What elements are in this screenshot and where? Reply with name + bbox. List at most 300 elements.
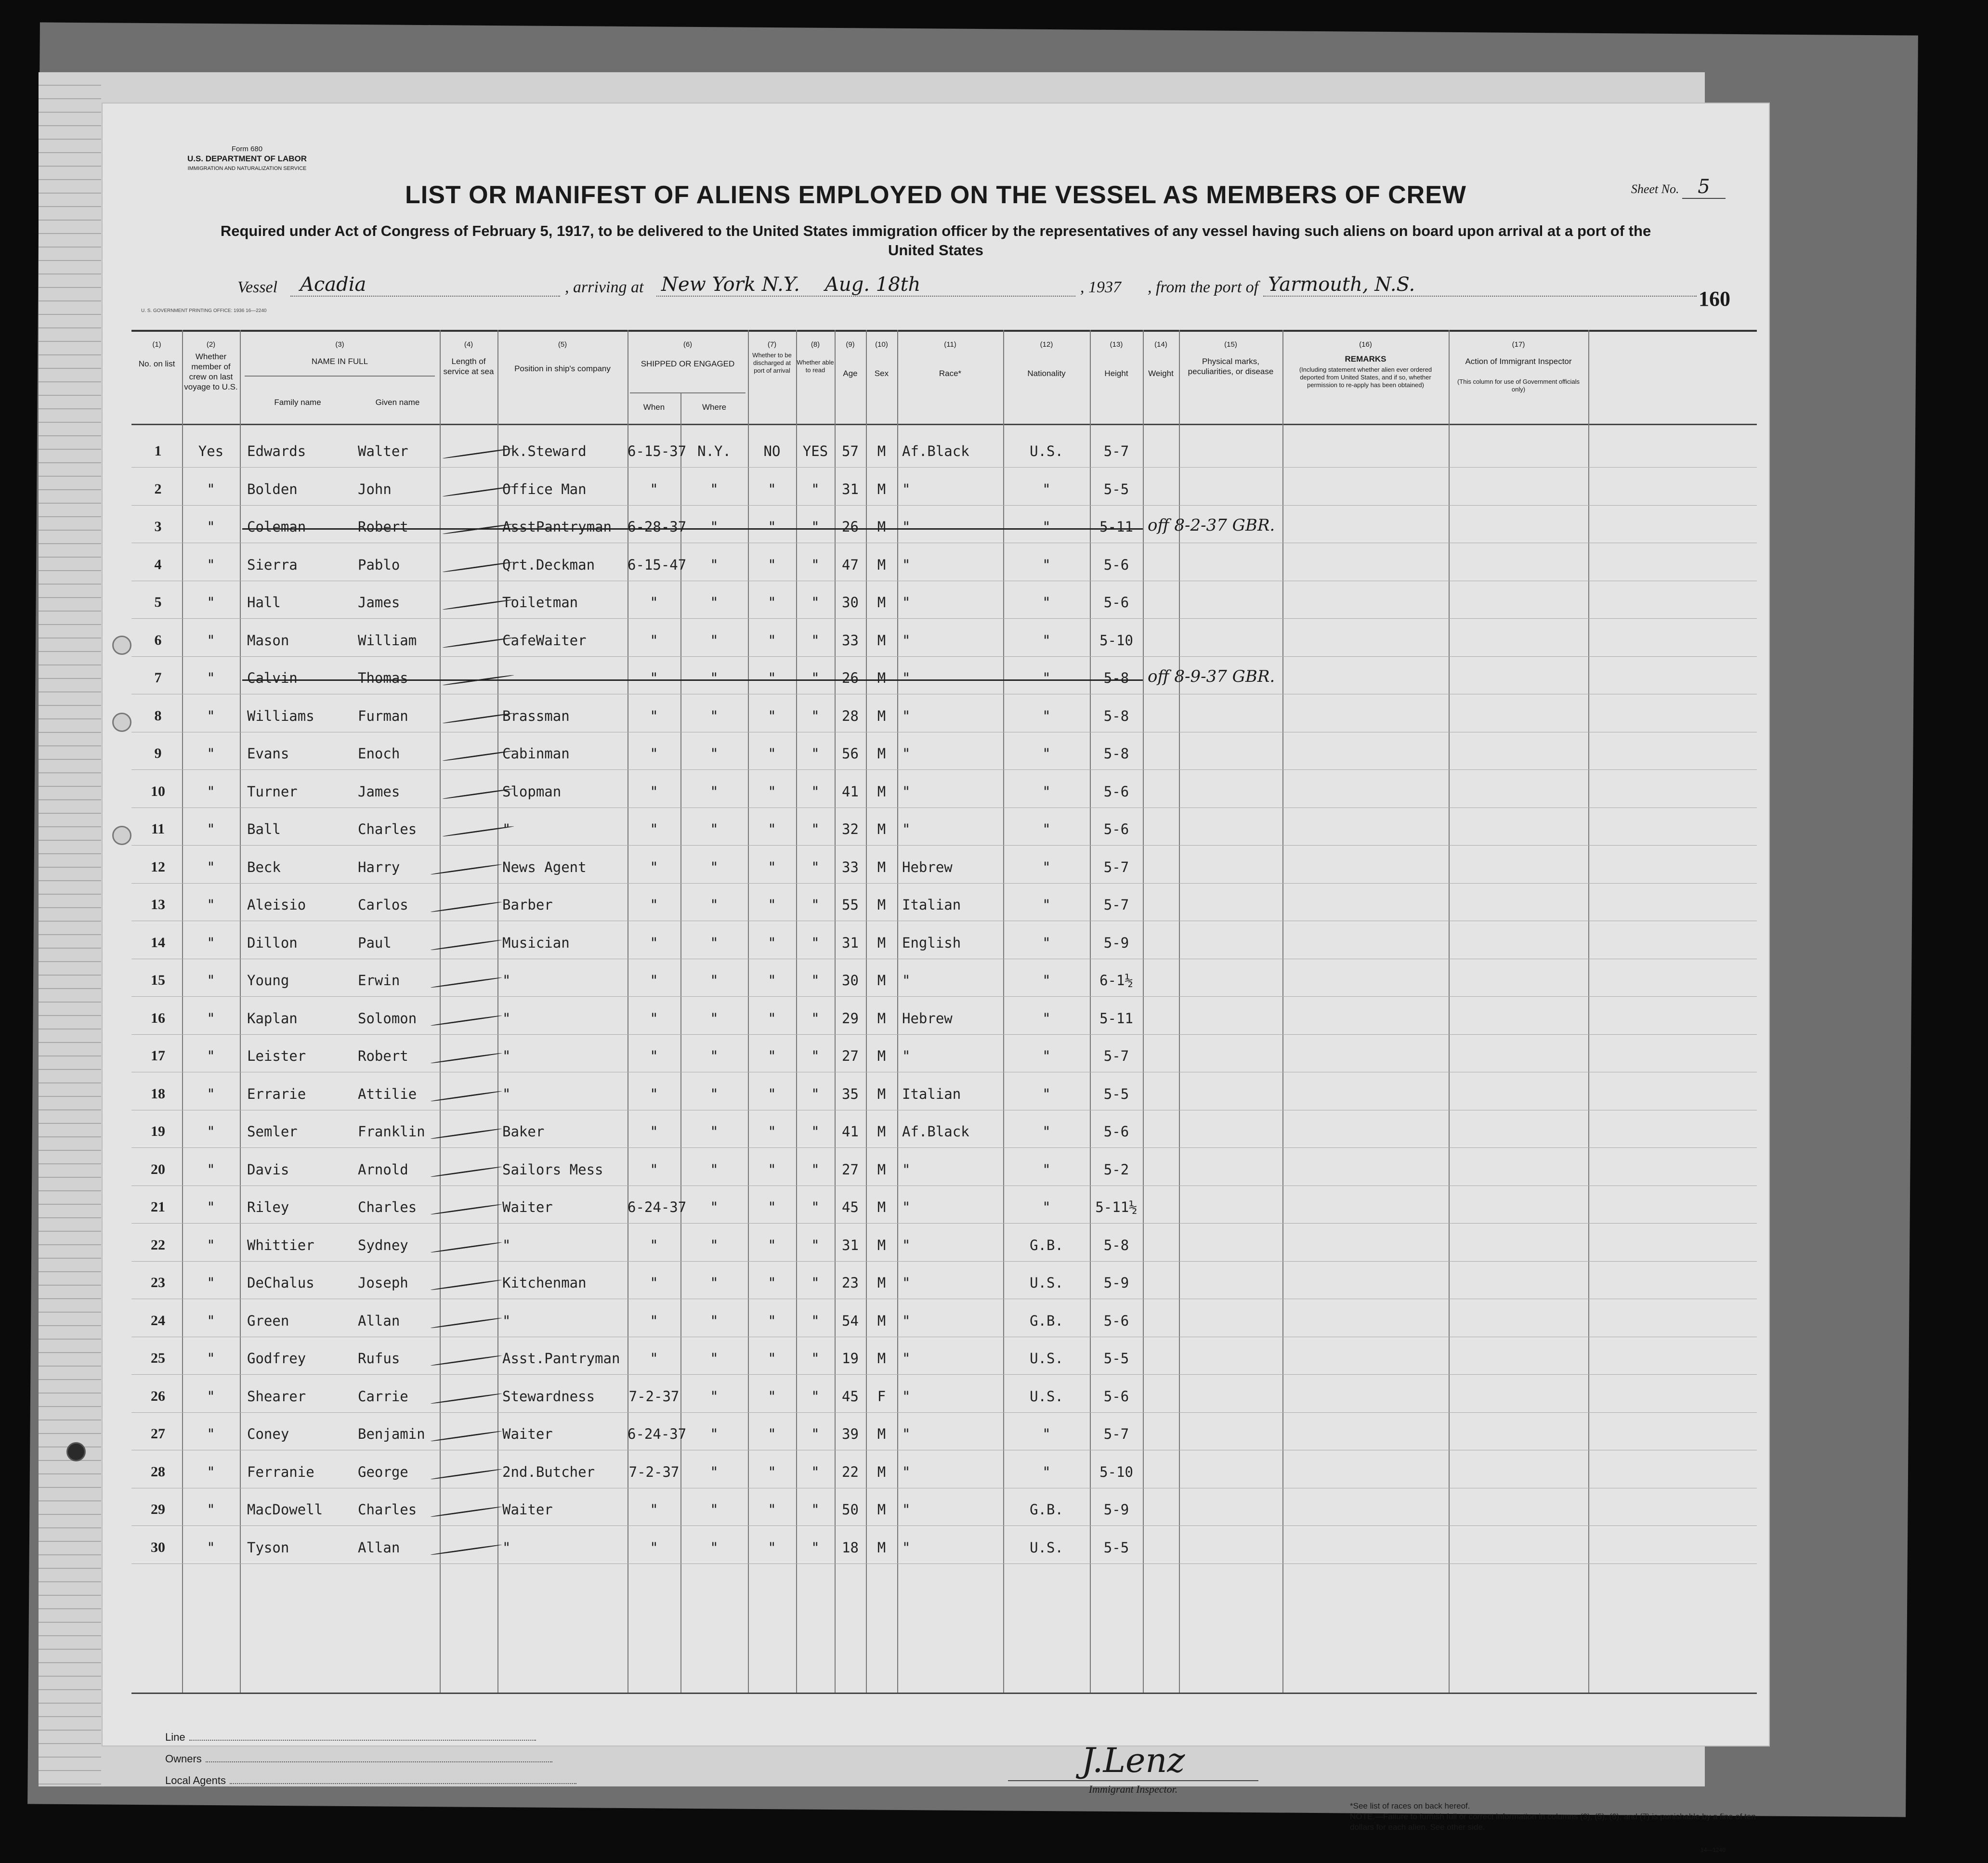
line-field <box>165 1731 536 1744</box>
col-11-number: (11) <box>944 340 956 349</box>
family-name-cell: Mason <box>247 632 289 649</box>
sex-cell: M <box>877 745 886 762</box>
prev-voyage-cell: " <box>207 1010 215 1027</box>
height-cell: 6-1½ <box>1099 972 1133 989</box>
shipped-when-cell: 6-24-37 <box>628 1199 687 1215</box>
remarks-note: off 8-9-37 GBR. <box>1148 667 1275 686</box>
nationality-cell: " <box>1042 594 1051 611</box>
age-cell: 32 <box>842 821 859 837</box>
col-6a-label: When <box>643 403 665 412</box>
prev-voyage-cell: " <box>207 670 215 686</box>
family-name-cell: Edwards <box>247 443 306 459</box>
shipped-when-cell: 6-24-37 <box>628 1426 687 1442</box>
race-cell: " <box>902 519 911 535</box>
family-name-cell: MacDowell <box>247 1501 323 1518</box>
nationality-cell: U.S. <box>1030 1388 1063 1405</box>
crew-table <box>131 330 1757 1693</box>
given-name-cell: James <box>358 783 400 800</box>
shipped-when-cell: " <box>650 972 658 989</box>
row-number: 15 <box>151 972 165 988</box>
age-cell: 54 <box>842 1312 859 1329</box>
ledger-grid-edge <box>39 72 101 1786</box>
col-1-number: (1) <box>152 340 161 349</box>
able-to-read-cell: " <box>811 556 820 573</box>
row-number: 3 <box>154 519 162 534</box>
height-cell: 5-8 <box>1103 745 1129 762</box>
able-to-read-cell: " <box>811 707 820 724</box>
agents-field <box>165 1774 576 1787</box>
discharged-cell: " <box>768 519 776 535</box>
age-cell: 56 <box>842 745 859 762</box>
col-2-number: (2) <box>206 340 216 349</box>
prev-voyage-cell: " <box>207 1275 215 1291</box>
position-cell: Office Man <box>502 481 587 497</box>
position-cell: Baker <box>502 1123 545 1140</box>
service-length-mark <box>431 1544 502 1555</box>
row-number: 1 <box>154 443 162 459</box>
nationality-cell: " <box>1042 1463 1051 1480</box>
inspector-label: Immigrant Inspector. <box>1008 1780 1258 1796</box>
service-length-mark <box>431 1431 502 1442</box>
shipped-when-cell: " <box>650 1010 658 1027</box>
row-rule <box>131 1563 1757 1564</box>
shipped-when-cell: " <box>650 821 658 837</box>
family-name-cell: DeChalus <box>247 1275 314 1291</box>
race-cell: " <box>902 632 911 649</box>
row-number: 21 <box>151 1199 165 1215</box>
sex-cell: M <box>877 934 886 951</box>
shipped-where-cell: " <box>710 1275 719 1291</box>
age-cell: 45 <box>842 1388 859 1405</box>
nationality-cell: " <box>1042 1048 1051 1064</box>
given-name-cell: Charles <box>358 1199 417 1215</box>
nationality-cell: " <box>1042 1123 1051 1140</box>
discharged-cell: " <box>768 1237 776 1253</box>
given-name-cell: William <box>358 632 417 649</box>
service-length-mark <box>431 1468 502 1480</box>
prev-voyage-cell: " <box>207 1539 215 1556</box>
position-cell: " <box>502 1048 511 1064</box>
row-number: 7 <box>154 670 162 686</box>
able-to-read-cell: " <box>811 1237 820 1253</box>
shipped-where-cell: " <box>710 1237 719 1253</box>
row-number: 30 <box>151 1539 165 1555</box>
position-cell: Brassman <box>502 707 570 724</box>
age-cell: 22 <box>842 1463 859 1480</box>
race-cell: Hebrew <box>902 1010 953 1027</box>
given-name-cell: Robert <box>358 1048 408 1064</box>
table-header-rule <box>131 424 1757 425</box>
col-10-label: Sex <box>874 369 889 378</box>
sheet-number-value: 5 <box>1682 176 1726 199</box>
shipped-where-cell: " <box>710 556 719 573</box>
column-divider <box>680 392 681 1693</box>
position-cell: Dk.Steward <box>502 443 587 459</box>
table-top-rule <box>131 330 1757 332</box>
shipped-when-cell: " <box>650 745 658 762</box>
discharged-cell: " <box>768 859 776 875</box>
col-9-number: (9) <box>846 340 855 349</box>
race-cell: Italian <box>902 897 961 913</box>
prev-voyage-cell: " <box>207 519 215 535</box>
discharged-cell: NO <box>763 443 781 459</box>
age-cell: 23 <box>842 1275 859 1291</box>
height-cell: 5-7 <box>1103 1426 1129 1442</box>
given-name-cell: Furman <box>358 707 408 724</box>
discharged-cell: " <box>768 1048 776 1064</box>
punch-hole <box>112 713 131 732</box>
nationality-cell: " <box>1042 897 1051 913</box>
service-length-mark <box>431 1166 502 1177</box>
service-length-mark <box>431 1506 502 1518</box>
family-name-cell: Evans <box>247 745 289 762</box>
sex-cell: M <box>877 481 886 497</box>
shipped-when-cell: " <box>650 1275 658 1291</box>
col-17-label: Action of Immigrant Inspector <box>1465 357 1572 366</box>
sex-cell: M <box>877 821 886 837</box>
given-name-cell: Walter <box>358 443 408 459</box>
from-fill-line <box>1263 296 1697 297</box>
family-name-cell: Ball <box>247 821 281 837</box>
family-name-cell: Ferranie <box>247 1463 314 1480</box>
prev-voyage-cell: " <box>207 707 215 724</box>
shipped-where-cell: " <box>710 783 719 800</box>
print-code: 14—1240 <box>1700 1847 1726 1853</box>
sex-cell: M <box>877 1199 886 1215</box>
row-number: 11 <box>151 821 165 837</box>
discharged-cell: " <box>768 1199 776 1215</box>
nationality-cell: U.S. <box>1030 1350 1063 1367</box>
position-cell: " <box>502 1312 511 1329</box>
able-to-read-cell: " <box>811 1388 820 1405</box>
row-number: 29 <box>151 1501 165 1517</box>
given-name-cell: Pablo <box>358 556 400 573</box>
agents-fill <box>230 1783 576 1784</box>
age-cell: 28 <box>842 707 859 724</box>
position-cell: CafeWaiter <box>502 632 587 649</box>
age-cell: 35 <box>842 1085 859 1102</box>
sex-cell: M <box>877 1539 886 1556</box>
shipped-when-cell: " <box>650 1539 658 1556</box>
service-length-mark <box>431 1241 502 1253</box>
shipped-where-cell: " <box>710 594 719 611</box>
given-name-cell: Charles <box>358 821 417 837</box>
sex-cell: M <box>877 632 886 649</box>
sex-cell: M <box>877 1501 886 1518</box>
col-3-label: NAME IN FULL <box>311 357 368 366</box>
position-cell: Asst.Pantryman <box>502 1350 620 1367</box>
sex-cell: M <box>877 1350 886 1367</box>
department-name: U.S. DEPARTMENT OF LABOR <box>187 154 307 163</box>
sex-cell: M <box>877 1275 886 1291</box>
race-cell: " <box>902 1388 911 1405</box>
discharged-cell: " <box>768 1275 776 1291</box>
age-cell: 33 <box>842 859 859 875</box>
given-name-cell: George <box>358 1463 408 1480</box>
prev-voyage-cell: " <box>207 1426 215 1442</box>
height-cell: 5-8 <box>1103 670 1129 686</box>
row-number: 26 <box>151 1388 165 1404</box>
able-to-read-cell: " <box>811 519 820 535</box>
col-7-number: (7) <box>767 340 777 349</box>
col-15-number: (15) <box>1224 340 1237 349</box>
row-number: 28 <box>151 1463 165 1480</box>
service-length-mark <box>431 1128 502 1140</box>
column-divider <box>440 330 441 1693</box>
service-length-mark <box>431 1393 502 1404</box>
height-cell: 5-7 <box>1103 859 1129 875</box>
race-cell: " <box>902 821 911 837</box>
nationality-cell: " <box>1042 821 1051 837</box>
height-cell: 5-9 <box>1103 934 1129 951</box>
family-name-cell: Green <box>247 1312 289 1329</box>
row-number: 17 <box>151 1048 165 1064</box>
service-length-mark <box>431 1317 502 1329</box>
race-cell: " <box>902 1161 911 1178</box>
shipped-where-cell: " <box>710 519 719 535</box>
shipped-when-cell: " <box>650 1312 658 1329</box>
service-length-mark <box>431 1090 502 1102</box>
family-name-cell: Bolden <box>247 481 298 497</box>
row-number: 5 <box>154 594 162 610</box>
age-cell: 30 <box>842 594 859 611</box>
sex-cell: M <box>877 443 886 459</box>
row-rule <box>131 845 1757 846</box>
shipped-where-cell: " <box>710 1426 719 1442</box>
sheet-number-label: Sheet No. <box>1631 182 1679 196</box>
position-cell: Cabinman <box>502 745 570 762</box>
race-cell: English <box>902 934 961 951</box>
able-to-read-cell: " <box>811 1426 820 1442</box>
height-cell: 5-8 <box>1103 1237 1129 1253</box>
discharged-cell: " <box>768 783 776 800</box>
sex-cell: M <box>877 783 886 800</box>
race-cell: Hebrew <box>902 859 953 875</box>
shipped-when-cell: 6-15-47 <box>628 556 687 573</box>
shipped-where-cell: " <box>710 1199 719 1215</box>
row-rule <box>131 1374 1757 1375</box>
row-rule <box>131 1525 1757 1526</box>
row-rule <box>131 467 1757 468</box>
page-title: LIST OR MANIFEST OF ALIENS EMPLOYED ON THE VESSEL AS MEMBERS OF CREW <box>405 181 1466 209</box>
height-cell: 5-2 <box>1103 1161 1129 1178</box>
nationality-cell: " <box>1042 556 1051 573</box>
discharged-cell: " <box>768 897 776 913</box>
sex-cell: M <box>877 1010 886 1027</box>
position-cell: Slopman <box>502 783 562 800</box>
given-name-cell: Harry <box>358 859 400 875</box>
discharged-cell: " <box>768 1312 776 1329</box>
height-cell: 5-6 <box>1103 1388 1129 1405</box>
nationality-cell: " <box>1042 972 1051 989</box>
shipped-where-cell: " <box>710 670 719 686</box>
age-cell: 30 <box>842 972 859 989</box>
position-cell: Sailors Mess <box>502 1161 603 1178</box>
age-cell: 29 <box>842 1010 859 1027</box>
shipped-where-cell: " <box>710 481 719 497</box>
shipped-when-cell: " <box>650 632 658 649</box>
age-cell: 41 <box>842 783 859 800</box>
owners-fill <box>206 1761 552 1762</box>
prev-voyage-cell: " <box>207 481 215 497</box>
able-to-read-cell: " <box>811 1275 820 1291</box>
height-cell: 5-5 <box>1103 481 1129 497</box>
page-subtitle: Required under Act of Congress of February 5, 1917, to be delivered to the United States immigration officer by the representatives of any vessel having such aliens on board upon arrival at a port of the United States <box>220 222 1651 259</box>
family-name-cell: Leister <box>247 1048 306 1064</box>
col-5-label: Position in ship's company <box>514 364 611 373</box>
shipped-where-cell: " <box>710 1388 719 1405</box>
service-length-mark <box>431 1053 502 1064</box>
row-number: 27 <box>151 1426 165 1442</box>
nationality-cell: " <box>1042 1010 1051 1027</box>
family-name-cell: Young <box>247 972 289 989</box>
position-cell: " <box>502 1539 511 1556</box>
row-rule <box>131 1412 1757 1413</box>
shipped-where-cell: " <box>710 859 719 875</box>
col-4-label: Length of service at sea <box>443 357 494 376</box>
shipped-when-cell: " <box>650 897 658 913</box>
given-name-cell: Allan <box>358 1312 400 1329</box>
race-cell: " <box>902 556 911 573</box>
row-rule <box>131 1147 1757 1148</box>
shipped-when-cell: " <box>650 934 658 951</box>
race-cell: " <box>902 783 911 800</box>
prev-voyage-cell: " <box>207 859 215 875</box>
col-6b-label: Where <box>702 403 727 412</box>
col-3-number: (3) <box>335 340 344 349</box>
nationality-cell: " <box>1042 1426 1051 1442</box>
agents-label: Local Agents <box>165 1774 226 1786</box>
shipped-where-cell: " <box>710 821 719 837</box>
row-number: 16 <box>151 1010 165 1026</box>
discharged-cell: " <box>768 1539 776 1556</box>
shipped-when-cell: " <box>650 1161 658 1178</box>
age-cell: 41 <box>842 1123 859 1140</box>
height-cell: 5-11 <box>1099 519 1133 535</box>
discharged-cell: " <box>768 670 776 686</box>
footnote-races: *See list of races on back hereof. <box>1350 1801 1470 1811</box>
row-rule <box>131 1261 1757 1262</box>
date-value: Aug. 18th <box>825 274 921 296</box>
discharged-cell: " <box>768 1426 776 1442</box>
discharged-cell: " <box>768 632 776 649</box>
col-15-label: Physical marks, peculiarities, or disease <box>1188 357 1274 376</box>
nationality-cell: " <box>1042 519 1051 535</box>
nationality-cell: " <box>1042 632 1051 649</box>
race-cell: Af.Black <box>902 1123 969 1140</box>
race-cell: " <box>902 972 911 989</box>
column-divider <box>240 330 241 1693</box>
sex-cell: M <box>877 707 886 724</box>
service-name: IMMIGRATION AND NATURALIZATION SERVICE <box>187 166 307 171</box>
prev-voyage-cell: " <box>207 972 215 989</box>
sex-cell: M <box>877 1237 886 1253</box>
race-cell: " <box>902 1463 911 1480</box>
punch-hole <box>66 1442 86 1461</box>
position-cell: Waiter <box>502 1199 553 1215</box>
shipped-where-cell: " <box>710 1463 719 1480</box>
given-name-cell: Allan <box>358 1539 400 1556</box>
row-number: 19 <box>151 1123 165 1139</box>
shipped-when-cell: " <box>650 1085 658 1102</box>
position-cell: " <box>502 972 511 989</box>
race-cell: " <box>902 1312 911 1329</box>
able-to-read-cell: " <box>811 1085 820 1102</box>
family-name-cell: Tyson <box>247 1539 289 1556</box>
sex-cell: F <box>877 1388 886 1405</box>
prev-voyage-cell: " <box>207 1123 215 1140</box>
row-number: 24 <box>151 1312 165 1329</box>
able-to-read-cell: " <box>811 1199 820 1215</box>
sex-cell: M <box>877 897 886 913</box>
prev-voyage-cell: " <box>207 1085 215 1102</box>
page-number: 160 <box>1699 287 1730 311</box>
prev-voyage-cell: " <box>207 934 215 951</box>
given-name-cell: Arnold <box>358 1161 408 1178</box>
shipped-where-cell: " <box>710 1350 719 1367</box>
row-number: 2 <box>154 481 162 497</box>
col-3a-label: Family name <box>274 398 321 407</box>
given-name-cell: John <box>358 481 392 497</box>
discharged-cell: " <box>768 1350 776 1367</box>
height-cell: 5-6 <box>1103 556 1129 573</box>
prev-voyage-cell: " <box>207 556 215 573</box>
height-cell: 5-7 <box>1103 443 1129 459</box>
race-cell: " <box>902 1501 911 1518</box>
race-cell: " <box>902 707 911 724</box>
given-name-cell: Solomon <box>358 1010 417 1027</box>
shipped-where-cell: " <box>710 1312 719 1329</box>
shipped-where-cell: " <box>710 972 719 989</box>
column-divider <box>182 330 183 1693</box>
height-cell: 5-8 <box>1103 707 1129 724</box>
shipped-where-cell: " <box>710 707 719 724</box>
family-name-cell: Errarie <box>247 1085 306 1102</box>
position-cell: " <box>502 1010 511 1027</box>
service-length-mark <box>431 1015 502 1026</box>
strikethrough-line <box>242 679 1143 681</box>
prev-voyage-cell: Yes <box>198 443 224 459</box>
nationality-cell: " <box>1042 481 1051 497</box>
position-cell: 2nd.Butcher <box>502 1463 595 1480</box>
family-name-cell: Riley <box>247 1199 289 1215</box>
shipped-when-cell: " <box>650 859 658 875</box>
able-to-read-cell: " <box>811 481 820 497</box>
shipped-when-cell: " <box>650 1048 658 1064</box>
discharged-cell: " <box>768 1501 776 1518</box>
height-cell: 5-5 <box>1103 1350 1129 1367</box>
height-cell: 5-7 <box>1103 897 1129 913</box>
nationality-cell: U.S. <box>1030 443 1063 459</box>
col-7-label: Whether to be discharged at port of arrival <box>752 352 792 374</box>
nationality-cell: G.B. <box>1030 1237 1063 1253</box>
sex-cell: M <box>877 972 886 989</box>
col-12-label: Nationality <box>1027 369 1066 378</box>
able-to-read-cell: " <box>811 1123 820 1140</box>
nationality-cell: " <box>1042 934 1051 951</box>
position-cell: " <box>502 1085 511 1102</box>
shipped-where-cell: " <box>710 1048 719 1064</box>
family-name-cell: Shearer <box>247 1388 306 1405</box>
age-cell: 55 <box>842 897 859 913</box>
position-cell: News Agent <box>502 859 587 875</box>
col-5-number: (5) <box>558 340 567 349</box>
able-to-read-cell: " <box>811 934 820 951</box>
nationality-cell: " <box>1042 707 1051 724</box>
age-cell: 27 <box>842 1048 859 1064</box>
height-cell: 5-11½ <box>1095 1199 1138 1215</box>
nationality-cell: G.B. <box>1030 1312 1063 1329</box>
